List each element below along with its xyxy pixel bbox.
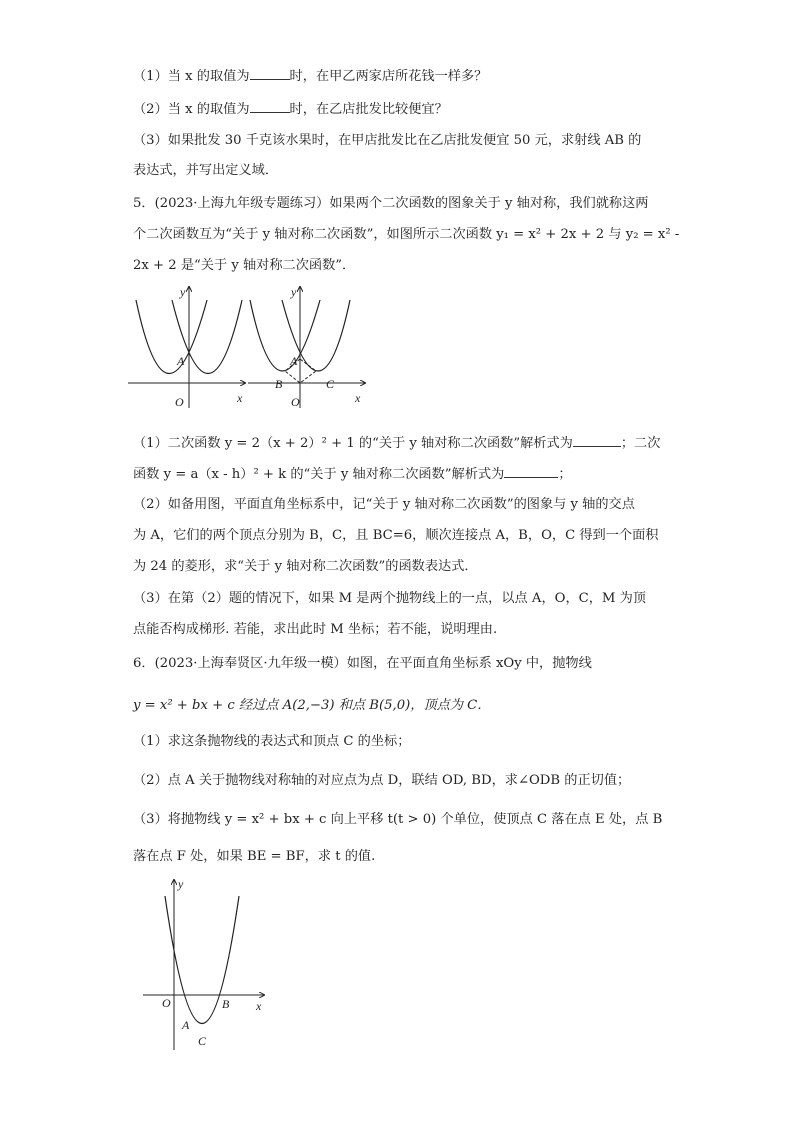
y-label: y — [178, 877, 184, 891]
origin-label: O — [291, 395, 300, 409]
q5-part1-line2: 函数 y = a（x - h）² + k 的“关于 y 轴对称二次函数”解析式为 ； — [133, 467, 572, 482]
q5-part3-line2: 点能否构成梯形. 若能，求出此时 M 坐标；若不能，说明理由. — [133, 622, 498, 637]
x-label: x — [237, 391, 243, 405]
point-c-label: C — [198, 1034, 207, 1048]
answer-blank[interactable] — [250, 100, 290, 113]
parabola-left — [136, 300, 207, 374]
origin-label: O — [175, 395, 184, 409]
q4-part3-cont: 表达式，并写出定义域． — [133, 163, 279, 178]
q4-part2: （2）当 x 的取值为 时，在乙店批发比较便宜？ — [133, 102, 448, 117]
q5-stem-line3: 2x + 2 是“关于 y 轴对称二次函数”． — [133, 258, 356, 273]
answer-blank[interactable] — [250, 67, 290, 80]
q5-part2-line2: 为 A，它们的两个顶点分别为 B，C，且 BC=6，顺次连接点 A，B，O，C 得到一个面积 — [133, 528, 659, 543]
q5-stem-line1: 5．(2023·上海九年级专题练习）如果两个二次函数的图象关于 y 轴对称，我们就称这两 — [133, 196, 649, 211]
point-a-label: A — [182, 1018, 190, 1032]
origin-label: O — [162, 996, 171, 1010]
q5-part2-line3: 为 24 的菱形，求“关于 y 轴对称二次函数”的函数表达式． — [133, 559, 478, 574]
q5-stem-line2: 个二次函数互为“关于 y 轴对称二次函数”，如图所示二次函数 y₁ = x² + 2x + 2 与 y₂ = x² - — [133, 227, 680, 242]
q5-part3-line1: （3）在第（2）题的情况下，如果 M 是两个抛物线上的一点，以点 A，O，C，M 为顶 — [133, 591, 646, 606]
q6-part3-line1: （3）将抛物线 y = x² + bx + c 向上平移 t(t > 0) 个单位，使顶点 C 落在点 E 处，点 B — [133, 812, 663, 827]
q6-part1: （1）求这条抛物线的表达式和顶点 C 的坐标； — [133, 734, 411, 749]
point-a-label: A — [177, 354, 185, 368]
x-label: x — [355, 391, 361, 405]
point-c-label: C — [326, 377, 335, 391]
figure-parabolas-1 — [125, 282, 250, 412]
q4-part3: （3）如果批发 30 千克该水果时，在甲店批发比在乙店批发便宜 50 元，求射线 AB 的 — [133, 133, 642, 148]
answer-blank[interactable] — [573, 434, 621, 447]
q5-part1-line1: （1）二次函数 y = 2（x + 2）² + 1 的“关于 y 轴对称二次函数”解析式为 ；二次 — [133, 436, 661, 451]
point-a-label: A — [290, 354, 298, 368]
point-b-label: B — [222, 997, 230, 1011]
x-label: x — [256, 999, 262, 1013]
q6-stem-line2: y = x² + bx + c 经过点 A(2,−3) 和点 B(5,0)，顶点为 C． — [133, 698, 491, 713]
q4-part1: （1）当 x 的取值为 时，在甲乙两家店所花钱一样多？ — [133, 69, 488, 84]
answer-blank[interactable] — [504, 465, 558, 478]
q5-part2-line1: （2）如备用图，平面直角坐标系中，记“关于 y 轴对称二次函数”的图象与 y 轴的交点 — [133, 497, 635, 512]
y-label: y — [291, 285, 297, 299]
q6-stem-line1: 6．(2023·上海奉贤区·九年级一模）如图，在平面直角坐标系 xOy 中，抛物线 — [133, 656, 592, 671]
figure-parabola-q6 — [138, 876, 268, 1056]
q6-part2: （2）点 A 关于抛物线对称轴的对应点为点 D，联结 OD, BD，求∠ODB 的正切值； — [133, 773, 631, 788]
q6-part3-line2: 落在点 F 处，如果 BE = BF，求 t 的值. — [133, 849, 376, 864]
point-b-label: B — [275, 377, 283, 391]
figure-parabolas-2 — [245, 282, 370, 412]
y-label: y — [180, 285, 186, 299]
